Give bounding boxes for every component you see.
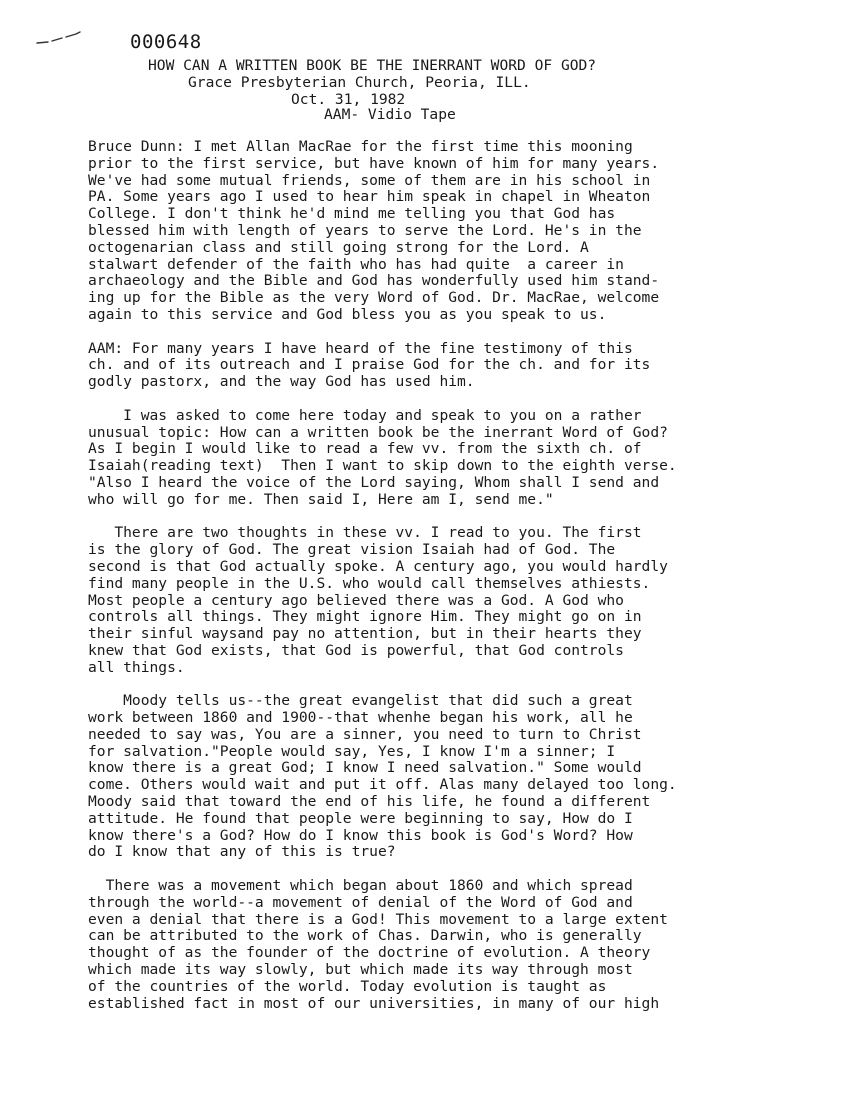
text-line: There are two thoughts in these vv. I read to you. The first <box>88 524 642 542</box>
text-line: attitude. He found that people were beginning to say, How do I <box>88 809 633 827</box>
text-line: stalwart defender of the faith who has had quite a career in <box>88 255 624 273</box>
paragraph <box>88 525 838 676</box>
paragraph <box>88 341 838 391</box>
text-line: established fact in most of our universities, in many of our high <box>88 994 660 1012</box>
text-line: work between 1860 and 1900--that whenhe began his work, all he <box>88 709 633 727</box>
text-line: I was asked to come here today and speak to you on a rather <box>88 406 642 424</box>
church-name: Grace Presbyterian Church, Peoria, ILL. <box>188 74 531 91</box>
paragraph <box>88 408 838 509</box>
text-line: do I know that any of this is true? <box>88 843 396 861</box>
text-line: PA. Some years ago I used to hear him speak in chapel in Wheaton <box>88 188 651 206</box>
text-line: second is that God actually spoke. A century ago, you would hardly <box>88 557 668 575</box>
document-date: Oct. 31, 1982 <box>291 91 406 108</box>
text-line: is the glory of God. The great vision Isaiah had of God. The <box>88 541 616 559</box>
text-line: Moody said that toward the end of his life, he found a different <box>88 793 651 811</box>
text-line: through the world--a movement of denial of the Word of God and <box>88 893 633 911</box>
text-line: know there's a God? How do I know this book is God's Word? How <box>88 826 633 844</box>
text-line: blessed him with length of years to serve the Lord. He's in the <box>88 221 642 239</box>
text-line: Moody tells us--the great evangelist that did such a great <box>88 692 633 710</box>
text-line: know there is a great God; I know I need salvation." Some would <box>88 759 642 777</box>
text-line: College. I don't think he'd mind me telling you that God has <box>88 205 616 223</box>
text-line: knew that God exists, that God is powerful, that God controls <box>88 641 624 659</box>
text-line: needed to say was, You are a sinner, you need to turn to Christ <box>88 725 642 743</box>
text-line: for salvation."People would say, Yes, I know I'm a sinner; I <box>88 742 616 760</box>
text-line: Bruce Dunn: I met Allan MacRae for the first time this mooning <box>88 138 633 155</box>
pen-mark-icon <box>36 30 82 46</box>
text-line: As I begin I would like to read a few vv. from the sixth ch. of <box>88 440 642 458</box>
text-line: "Also I heard the voice of the Lord saying, Whom shall I send and <box>88 473 660 491</box>
text-line: AAM: For many years I have heard of the fine testimony of this <box>88 339 633 357</box>
document-title: HOW CAN A WRITTEN BOOK BE THE INERRANT WORD OF GOD? <box>148 57 597 74</box>
text-line: who will go for me. Then said I, Here am I, send me." <box>88 490 554 508</box>
text-line: There was a movement which began about 1860 and which spread <box>88 877 633 895</box>
paragraph <box>88 139 838 324</box>
text-line: all things. <box>88 658 185 676</box>
text-line: come. Others would wait and put it off. Alas many delayed too long. <box>88 776 677 794</box>
text-line: can be attributed to the work of Chas. Darwin, who is generally <box>88 927 642 945</box>
text-line: Most people a century ago believed there was a God. A God who <box>88 591 624 609</box>
paragraph <box>88 693 838 861</box>
text-line: even a denial that there is a God! This movement to a large extent <box>88 910 668 928</box>
text-line: archaeology and the Bible and God has wonderfully used him stand- <box>88 272 660 290</box>
text-line: We've had some mutual friends, some of them are in his school in <box>88 171 651 189</box>
paragraph <box>88 878 838 1012</box>
transcript-body <box>88 139 838 1029</box>
text-line: controls all things. They might ignore Him. They might go on in <box>88 608 642 626</box>
text-line: octogenarian class and still going strong for the Lord. A <box>88 238 589 256</box>
document-number: 000648 <box>130 31 202 53</box>
text-line: again to this service and God bless you as you speak to us. <box>88 305 607 323</box>
text-line: ing up for the Bible as the very Word of God. Dr. MacRae, welcome <box>88 289 660 307</box>
text-line: unusual topic: How can a written book be the inerrant Word of God? <box>88 423 668 441</box>
text-line: find many people in the U.S. who would call themselves athiests. <box>88 574 651 592</box>
text-line: which made its way slowly, but which made its way through most <box>88 961 633 979</box>
text-line: Isaiah(reading text) Then I want to skip down to the eighth verse. <box>88 457 677 475</box>
text-line: of the countries of the world. Today evolution is taught as <box>88 977 607 995</box>
text-line: prior to the first service, but have known of him for many years. <box>88 154 660 172</box>
text-line: their sinful waysand pay no attention, but in their hearts they <box>88 625 642 643</box>
text-line: godly pastorx, and the way God has used him. <box>88 373 475 391</box>
text-line: thought of as the founder of the doctrine of evolution. A theory <box>88 944 651 962</box>
text-line: ch. and of its outreach and I praise God for the ch. and for its <box>88 356 651 374</box>
media-label: AAM- Vidio Tape <box>324 106 456 123</box>
